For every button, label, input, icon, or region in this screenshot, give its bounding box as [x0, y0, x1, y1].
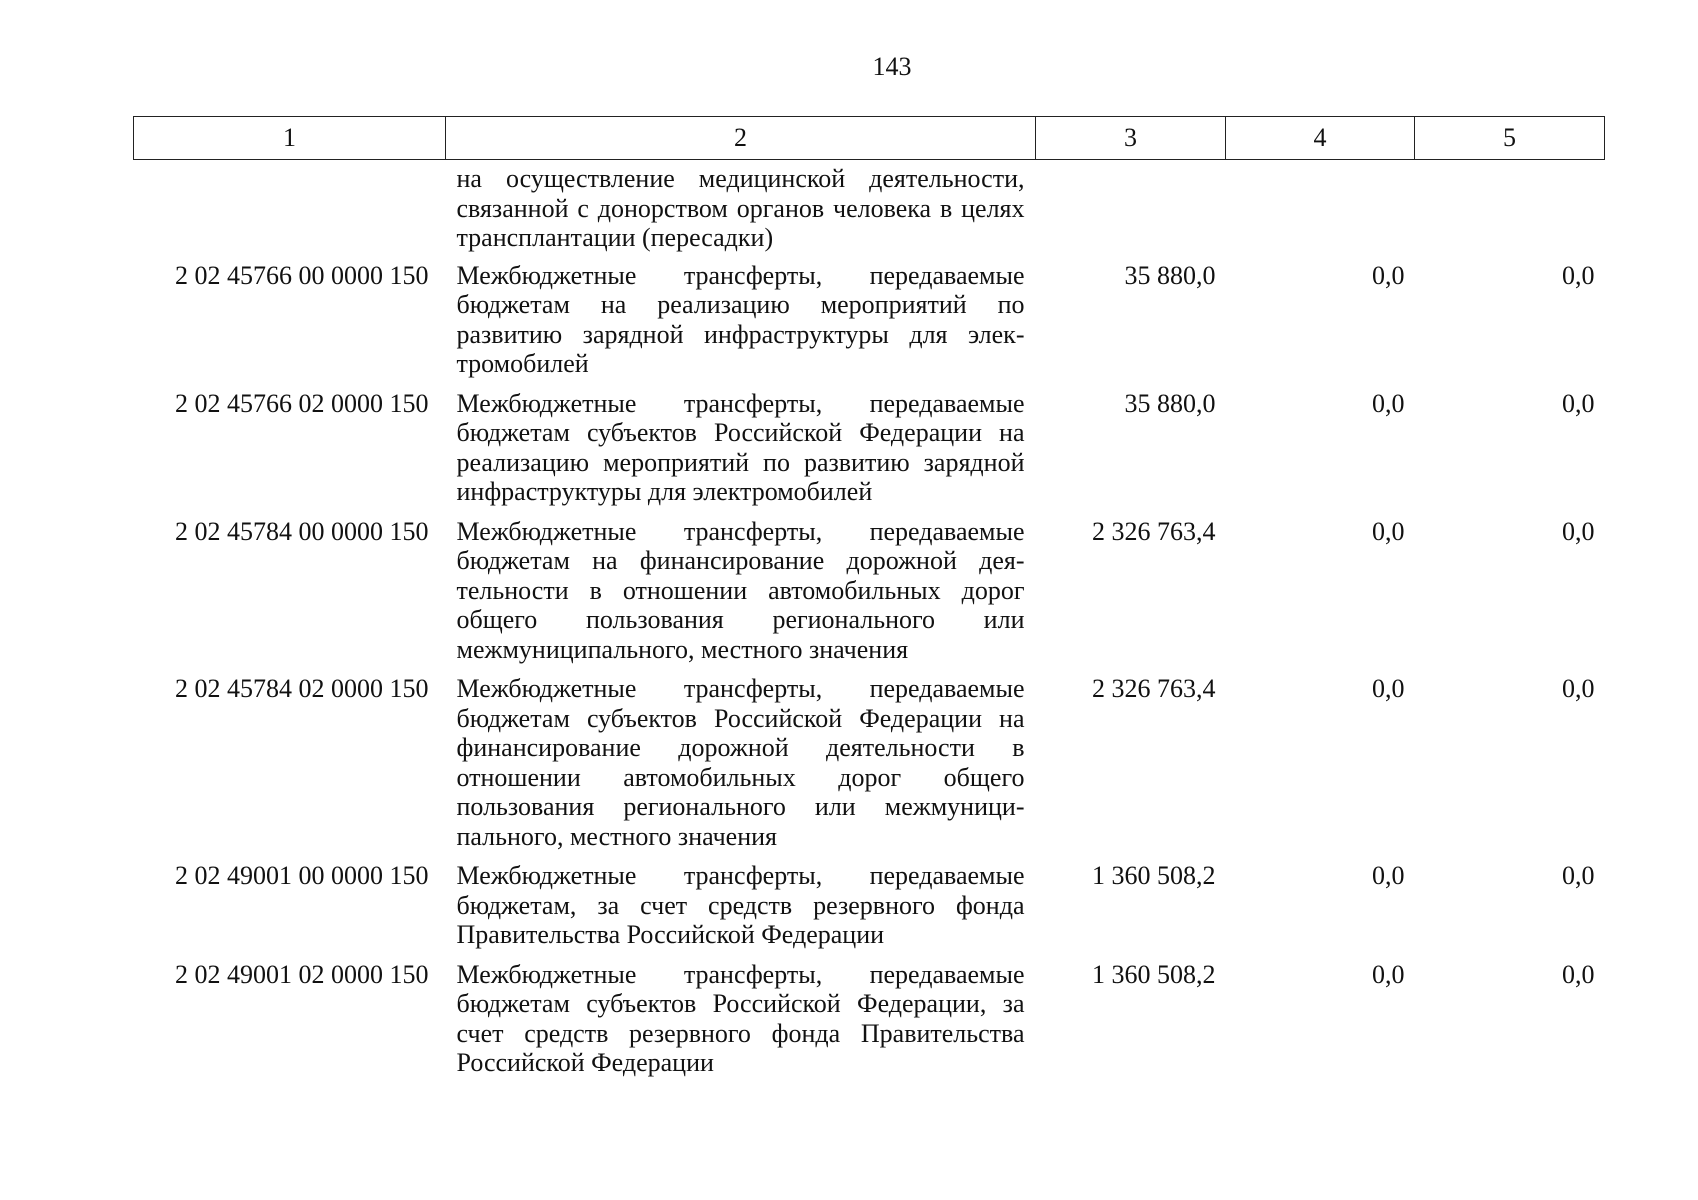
amount-col3: 35 880,0	[1124, 388, 1216, 418]
continuation-col3	[1036, 160, 1226, 261]
table-body	[134, 160, 1605, 1088]
budget-code: 2 02 49001 00 0000 150	[175, 861, 429, 890]
table-row	[134, 517, 1605, 675]
table-row	[134, 960, 1605, 1088]
header-cell-2: 2	[446, 117, 1036, 160]
header-cell-5: 5	[1415, 117, 1605, 160]
budget-code: 2 02 45784 00 0000 150	[175, 516, 429, 546]
budget-code: 2 02 45766 00 0000 150	[175, 260, 429, 290]
header-cell-4: 4	[1226, 117, 1415, 160]
budget-table-container	[133, 116, 1604, 1088]
header-cell-1: 1	[134, 117, 446, 160]
table-header	[134, 117, 1605, 160]
continuation-col4	[1226, 160, 1415, 261]
table-row	[134, 261, 1605, 389]
amount-col3: 2 326 763,4	[1092, 674, 1216, 703]
amount-col4: 0,0	[1372, 861, 1405, 890]
amount-col3: 1 360 508,2	[1092, 861, 1216, 890]
amount-col3: 1 360 508,2	[1092, 959, 1216, 989]
continuation-code-cell	[134, 160, 446, 261]
amount-col3: 35 880,0	[1124, 260, 1216, 290]
header-row	[134, 117, 1605, 160]
amount-col5: 0,0	[1562, 861, 1595, 890]
table-row	[134, 861, 1605, 960]
amount-col4: 0,0	[1372, 388, 1405, 418]
amount-col4: 0,0	[1372, 959, 1405, 989]
amount-col5: 0,0	[1562, 260, 1595, 290]
amount-col5: 0,0	[1562, 959, 1595, 989]
budget-code: 2 02 45784 02 0000 150	[175, 674, 429, 703]
row-description: Межбюджетные трансферты, передаваемые бюджетам субъектов Российской Федерации, за счет средств резервного фонда Правительства Российской Федерации	[456, 959, 1025, 1077]
table-row	[134, 389, 1605, 517]
header-cell-3: 3	[1036, 117, 1226, 160]
amount-col4: 0,0	[1372, 260, 1405, 290]
budget-code: 2 02 45766 02 0000 150	[175, 388, 429, 418]
page-number: 143	[872, 52, 912, 81]
row-description: Межбюджетные трансферты, передаваемые бюджетам, за счет средств резервного фонда Правительства Российской Федерации	[456, 861, 1025, 949]
budget-table	[133, 116, 1605, 1088]
amount-col5: 0,0	[1562, 674, 1595, 703]
amount-col4: 0,0	[1372, 516, 1405, 546]
continuation-col5	[1415, 160, 1605, 261]
budget-code: 2 02 49001 02 0000 150	[175, 959, 429, 989]
amount-col3: 2 326 763,4	[1092, 516, 1216, 546]
row-description: Межбюджетные трансферты, передаваемые бюджетам субъектов Российской Федерации на финансирование дорожной деятельности в отношении автомобильных дорог общего пользования регионального или межмуниципального, местного значения	[456, 674, 1025, 851]
table-row	[134, 674, 1605, 861]
amount-col5: 0,0	[1562, 516, 1595, 546]
row-description: Межбюджетные трансферты, передаваемые бюджетам на реализацию мероприятий по развитию зарядной инфраструктуры для электромобилей	[456, 260, 1025, 378]
continuation-row	[134, 160, 1605, 261]
amount-col4: 0,0	[1372, 674, 1405, 703]
continuation-description: на осуществление медицинской деятельности, связанной с донорством органов человека в целях трансплантации (пересадки)	[456, 164, 1025, 252]
amount-col5: 0,0	[1562, 388, 1595, 418]
row-description: Межбюджетные трансферты, передаваемые бюджетам субъектов Российской Федерации на реализацию мероприятий по развитию зарядной инфраструктуры для электромобилей	[456, 388, 1025, 506]
row-description: Межбюджетные трансферты, передаваемые бюджетам на финансирование дорожной деятельности в отношении автомобильных дорог общего пользования регионального или межмуниципального, местного значения	[456, 516, 1025, 664]
